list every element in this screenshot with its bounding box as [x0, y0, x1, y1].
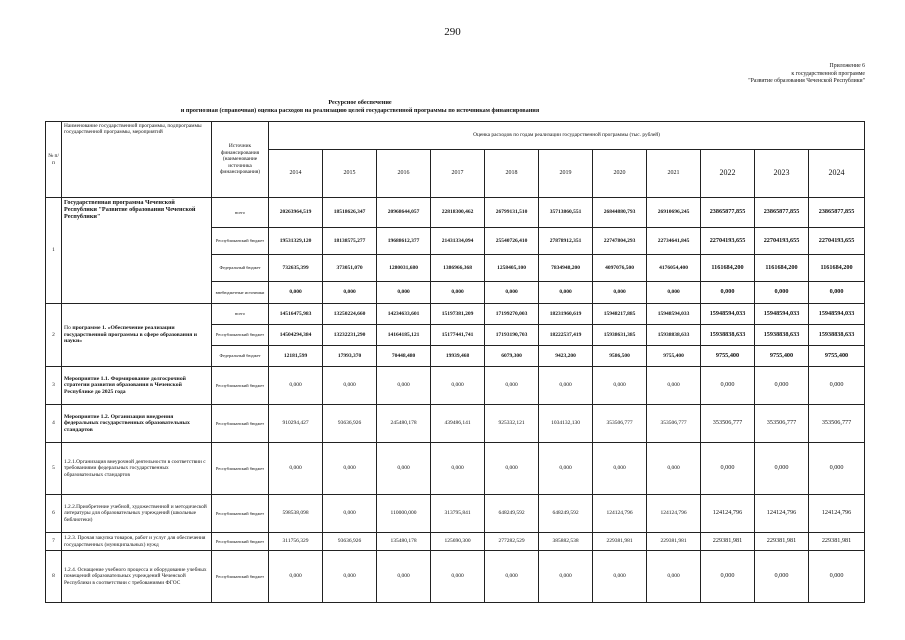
- value-cell: 0,000: [431, 443, 485, 495]
- funding-source: Республиканский бюджет: [212, 367, 269, 405]
- value-cell: 0,000: [269, 551, 323, 603]
- value-cell: 0,000: [593, 282, 647, 304]
- appendix-note: [748, 63, 865, 86]
- value-cell: 0,000: [593, 551, 647, 603]
- program-name: 1.2.2.Приобретение учебной, художественной и методической литературы для образовательных учреждений (школьные библиотеки): [62, 495, 212, 533]
- table-row: [46, 443, 865, 495]
- value-cell: 0,000: [593, 367, 647, 405]
- funding-source: всего: [212, 304, 269, 325]
- value-cell: 7834948,200: [539, 255, 593, 282]
- funding-source: Республиканский бюджет: [212, 495, 269, 533]
- funding-source: Республиканский бюджет: [212, 325, 269, 346]
- value-cell: 245480,178: [377, 405, 431, 443]
- value-cell: 229381,981: [593, 533, 647, 551]
- value-cell: 18222537,419: [539, 325, 593, 346]
- value-cell: 0,000: [701, 443, 755, 495]
- value-cell: 124124,796: [593, 495, 647, 533]
- value-cell: 0,000: [701, 282, 755, 304]
- row-number: 3: [46, 367, 62, 405]
- value-cell: 0,000: [323, 443, 377, 495]
- value-cell: 9755,400: [701, 346, 755, 367]
- program-name: По программе 1. «Обеспечение реализации государственной программы в сфере образования и науки»: [62, 304, 212, 367]
- header-source: Источник финансирования (наименование источника финансирования): [212, 122, 269, 198]
- value-cell: 135480,178: [377, 533, 431, 551]
- value-cell: 0,000: [485, 367, 539, 405]
- row-number: 8: [46, 551, 62, 603]
- year-header-2014: 2014: [269, 150, 323, 198]
- value-cell: 124124,796: [647, 495, 701, 533]
- value-cell: 124124,796: [701, 495, 755, 533]
- value-cell: 22734641,845: [647, 228, 701, 255]
- value-cell: 35713860,551: [539, 198, 593, 228]
- value-cell: 0,000: [755, 443, 809, 495]
- value-cell: 0,000: [539, 367, 593, 405]
- value-cell: 0,000: [323, 367, 377, 405]
- value-cell: 125690,300: [431, 533, 485, 551]
- value-cell: 0,000: [809, 367, 865, 405]
- year-header-2022: 2022: [701, 150, 755, 198]
- value-cell: 26799131,510: [485, 198, 539, 228]
- table-row: [46, 551, 865, 603]
- value-cell: 313795,841: [431, 495, 485, 533]
- value-cell: 0,000: [269, 282, 323, 304]
- value-cell: 0,000: [485, 443, 539, 495]
- value-cell: 353506,777: [701, 405, 755, 443]
- value-cell: 14234633,601: [377, 304, 431, 325]
- value-cell: 9423,200: [539, 346, 593, 367]
- value-cell: 17993,370: [323, 346, 377, 367]
- program-name: Государственная программа Чеченской Республики "Развитие образования Чеченской Республики": [62, 198, 212, 304]
- value-cell: 0,000: [431, 282, 485, 304]
- value-cell: 70448,480: [377, 346, 431, 367]
- value-cell: 925332,121: [485, 405, 539, 443]
- value-cell: 13232231,290: [323, 325, 377, 346]
- value-cell: 0,000: [701, 367, 755, 405]
- value-cell: 0,000: [431, 551, 485, 603]
- value-cell: 9755,400: [755, 346, 809, 367]
- table-row: [46, 304, 865, 325]
- value-cell: 311756,329: [269, 533, 323, 551]
- funding-source: Республиканский бюджет: [212, 443, 269, 495]
- value-cell: 0,000: [809, 551, 865, 603]
- value-cell: 385882,538: [539, 533, 593, 551]
- year-header-2015: 2015: [323, 150, 377, 198]
- value-cell: 4176054,400: [647, 255, 701, 282]
- value-cell: 353506,777: [647, 405, 701, 443]
- value-cell: 15948594,033: [701, 304, 755, 325]
- budget-table-body: [46, 198, 865, 603]
- value-cell: 0,000: [323, 551, 377, 603]
- value-cell: 22818300,462: [431, 198, 485, 228]
- value-cell: 15948594,033: [647, 304, 701, 325]
- value-cell: 648249,592: [485, 495, 539, 533]
- value-cell: 22747804,293: [593, 228, 647, 255]
- value-cell: 229381,981: [809, 533, 865, 551]
- value-cell: 0,000: [809, 443, 865, 495]
- value-cell: 93636,926: [323, 405, 377, 443]
- value-cell: 0,000: [431, 367, 485, 405]
- value-cell: 0,000: [647, 551, 701, 603]
- value-cell: 6079,300: [485, 346, 539, 367]
- value-cell: 23865877,855: [755, 198, 809, 228]
- table-row: [46, 405, 865, 443]
- value-cell: 0,000: [755, 367, 809, 405]
- value-cell: 1161684,200: [809, 255, 865, 282]
- value-cell: 26910696,245: [647, 198, 701, 228]
- value-cell: 27878912,351: [539, 228, 593, 255]
- value-cell: 23865877,855: [701, 198, 755, 228]
- value-cell: 0,000: [647, 443, 701, 495]
- funding-source: Федеральный бюджет: [212, 346, 269, 367]
- value-cell: 0,000: [539, 443, 593, 495]
- value-cell: 19688612,377: [377, 228, 431, 255]
- header-estimate: Оценка расходов по годам реализации государственной программы (тыс. рублей): [269, 122, 865, 150]
- value-cell: 15948594,033: [809, 304, 865, 325]
- value-cell: 124124,796: [809, 495, 865, 533]
- program-name: Мероприятие 1.1. Формирование долгосрочной стратегии развития образования в Чеченской Республике до 2025 года: [62, 367, 212, 405]
- funding-source: Республиканский бюджет: [212, 405, 269, 443]
- page-number: 290: [444, 26, 461, 38]
- row-number: 5: [46, 443, 62, 495]
- row-number: 7: [46, 533, 62, 551]
- value-cell: 15177441,741: [431, 325, 485, 346]
- header-num: № п/п: [46, 122, 62, 198]
- year-header-2017: 2017: [431, 150, 485, 198]
- value-cell: 0,000: [593, 443, 647, 495]
- value-cell: 0,000: [377, 443, 431, 495]
- value-cell: 18518626,347: [323, 198, 377, 228]
- value-cell: 20968644,057: [377, 198, 431, 228]
- value-cell: 229381,981: [701, 533, 755, 551]
- value-cell: 373051,070: [323, 255, 377, 282]
- value-cell: 0,000: [377, 367, 431, 405]
- funding-source: Республиканский бюджет: [212, 551, 269, 603]
- table-row: [46, 495, 865, 533]
- year-header-2020: 2020: [593, 150, 647, 198]
- value-cell: 0,000: [269, 443, 323, 495]
- funding-source: всего: [212, 198, 269, 228]
- value-cell: 0,000: [539, 282, 593, 304]
- value-cell: 12181,599: [269, 346, 323, 367]
- value-cell: 17199270,003: [485, 304, 539, 325]
- value-cell: 15938631,385: [593, 325, 647, 346]
- value-cell: 0,000: [269, 367, 323, 405]
- value-cell: 9755,400: [647, 346, 701, 367]
- value-cell: 15938838,633: [809, 325, 865, 346]
- value-cell: 17193190,703: [485, 325, 539, 346]
- row-number: 6: [46, 495, 62, 533]
- row-number: 4: [46, 405, 62, 443]
- value-cell: 19531329,120: [269, 228, 323, 255]
- value-cell: 0,000: [485, 282, 539, 304]
- value-cell: 14504294,384: [269, 325, 323, 346]
- program-name: 1.2.1.Организация внеурочной деятельности в соответствии с требованиями федеральных государственных образовательных стандартов: [62, 443, 212, 495]
- value-cell: 0,000: [755, 551, 809, 603]
- value-cell: 20263964,519: [269, 198, 323, 228]
- year-header-2016: 2016: [377, 150, 431, 198]
- value-cell: 93636,926: [323, 533, 377, 551]
- year-header-2024: 2024: [809, 150, 865, 198]
- value-cell: 353506,777: [593, 405, 647, 443]
- program-name: Мероприятие 1.2. Организация внедрения федеральных государственных образовательных стандартов: [62, 405, 212, 443]
- header-row-1: [46, 122, 865, 150]
- value-cell: 229381,981: [647, 533, 701, 551]
- funding-source: внебюджетные источники: [212, 282, 269, 304]
- value-cell: 23865877,855: [809, 198, 865, 228]
- funding-source: Федеральный бюджет: [212, 255, 269, 282]
- value-cell: 0,000: [377, 282, 431, 304]
- value-cell: 353506,777: [755, 405, 809, 443]
- value-cell: 13250224,660: [323, 304, 377, 325]
- value-cell: 0,000: [647, 367, 701, 405]
- value-cell: 9755,400: [809, 346, 865, 367]
- value-cell: 124124,796: [755, 495, 809, 533]
- value-cell: 21431334,094: [431, 228, 485, 255]
- funding-source: Республиканский бюджет: [212, 533, 269, 551]
- program-name: 1.2.4. Оснащение учебного процесса и оборудование учебных помещений образовательных учреждений Чеченской Республики в соответствии с требованиями ФГОС: [62, 551, 212, 603]
- value-cell: 15938838,633: [647, 325, 701, 346]
- value-cell: 0,000: [323, 495, 377, 533]
- document-title: [0, 99, 720, 115]
- table-row: [46, 533, 865, 551]
- funding-source: Республиканский бюджет: [212, 228, 269, 255]
- value-cell: 15948217,885: [593, 304, 647, 325]
- value-cell: 439486,141: [431, 405, 485, 443]
- value-cell: 0,000: [809, 282, 865, 304]
- value-cell: 0,000: [755, 282, 809, 304]
- value-cell: 0,000: [539, 551, 593, 603]
- year-header-2018: 2018: [485, 150, 539, 198]
- header-name: Наименование государственной программы, подпрограммы государственной программы, мероприятий: [62, 122, 212, 198]
- value-cell: 14164185,121: [377, 325, 431, 346]
- value-cell: 1280031,680: [377, 255, 431, 282]
- value-cell: 22704193,655: [755, 228, 809, 255]
- value-cell: 353506,777: [809, 405, 865, 443]
- value-cell: 22704193,655: [701, 228, 755, 255]
- year-header-2023: 2023: [755, 150, 809, 198]
- appendix-line-1: Приложение 6: [829, 63, 865, 69]
- value-cell: 4097076,500: [593, 255, 647, 282]
- value-cell: 1258405,100: [485, 255, 539, 282]
- value-cell: 0,000: [377, 551, 431, 603]
- value-cell: 229381,981: [755, 533, 809, 551]
- value-cell: 14516475,983: [269, 304, 323, 325]
- value-cell: 598538,098: [269, 495, 323, 533]
- value-cell: 15938838,633: [755, 325, 809, 346]
- title-line-2: и прогнозная (справочная) оценка расходов на реализацию целей государственной программы по источникам финансирования: [180, 107, 540, 114]
- row-number: 1: [46, 198, 62, 304]
- value-cell: 22704193,655: [809, 228, 865, 255]
- value-cell: 15948594,033: [755, 304, 809, 325]
- value-cell: 648249,592: [539, 495, 593, 533]
- value-cell: 15938838,633: [701, 325, 755, 346]
- value-cell: 1034132,130: [539, 405, 593, 443]
- value-cell: 19939,468: [431, 346, 485, 367]
- value-cell: 0,000: [647, 282, 701, 304]
- value-cell: 277282,529: [485, 533, 539, 551]
- value-cell: 1386966,368: [431, 255, 485, 282]
- program-name: 1.2.3. Прочая закупка товаров, работ и услуг для обеспечения государственных (муниципальных) нужд: [62, 533, 212, 551]
- value-cell: 1161684,200: [755, 255, 809, 282]
- table-row: [46, 367, 865, 405]
- value-cell: 0,000: [485, 551, 539, 603]
- value-cell: 910294,427: [269, 405, 323, 443]
- value-cell: 0,000: [701, 551, 755, 603]
- year-header-2019: 2019: [539, 150, 593, 198]
- value-cell: 18138575,277: [323, 228, 377, 255]
- value-cell: 1161684,200: [701, 255, 755, 282]
- table-row: [46, 198, 865, 228]
- year-header-2021: 2021: [647, 150, 701, 198]
- appendix-line-3: "Развитие образования Чеченской Республики": [748, 78, 865, 85]
- row-number: 2: [46, 304, 62, 367]
- value-cell: 110000,000: [377, 495, 431, 533]
- value-cell: 732635,399: [269, 255, 323, 282]
- value-cell: 18231960,619: [539, 304, 593, 325]
- value-cell: 9586,500: [593, 346, 647, 367]
- value-cell: 0,000: [323, 282, 377, 304]
- title-line-1: Ресурсное обеспечение: [328, 99, 392, 106]
- value-cell: 15197381,209: [431, 304, 485, 325]
- budget-table: [45, 121, 865, 603]
- value-cell: 25540726,410: [485, 228, 539, 255]
- value-cell: 26844880,793: [593, 198, 647, 228]
- appendix-line-2: к государственной программе: [791, 70, 865, 77]
